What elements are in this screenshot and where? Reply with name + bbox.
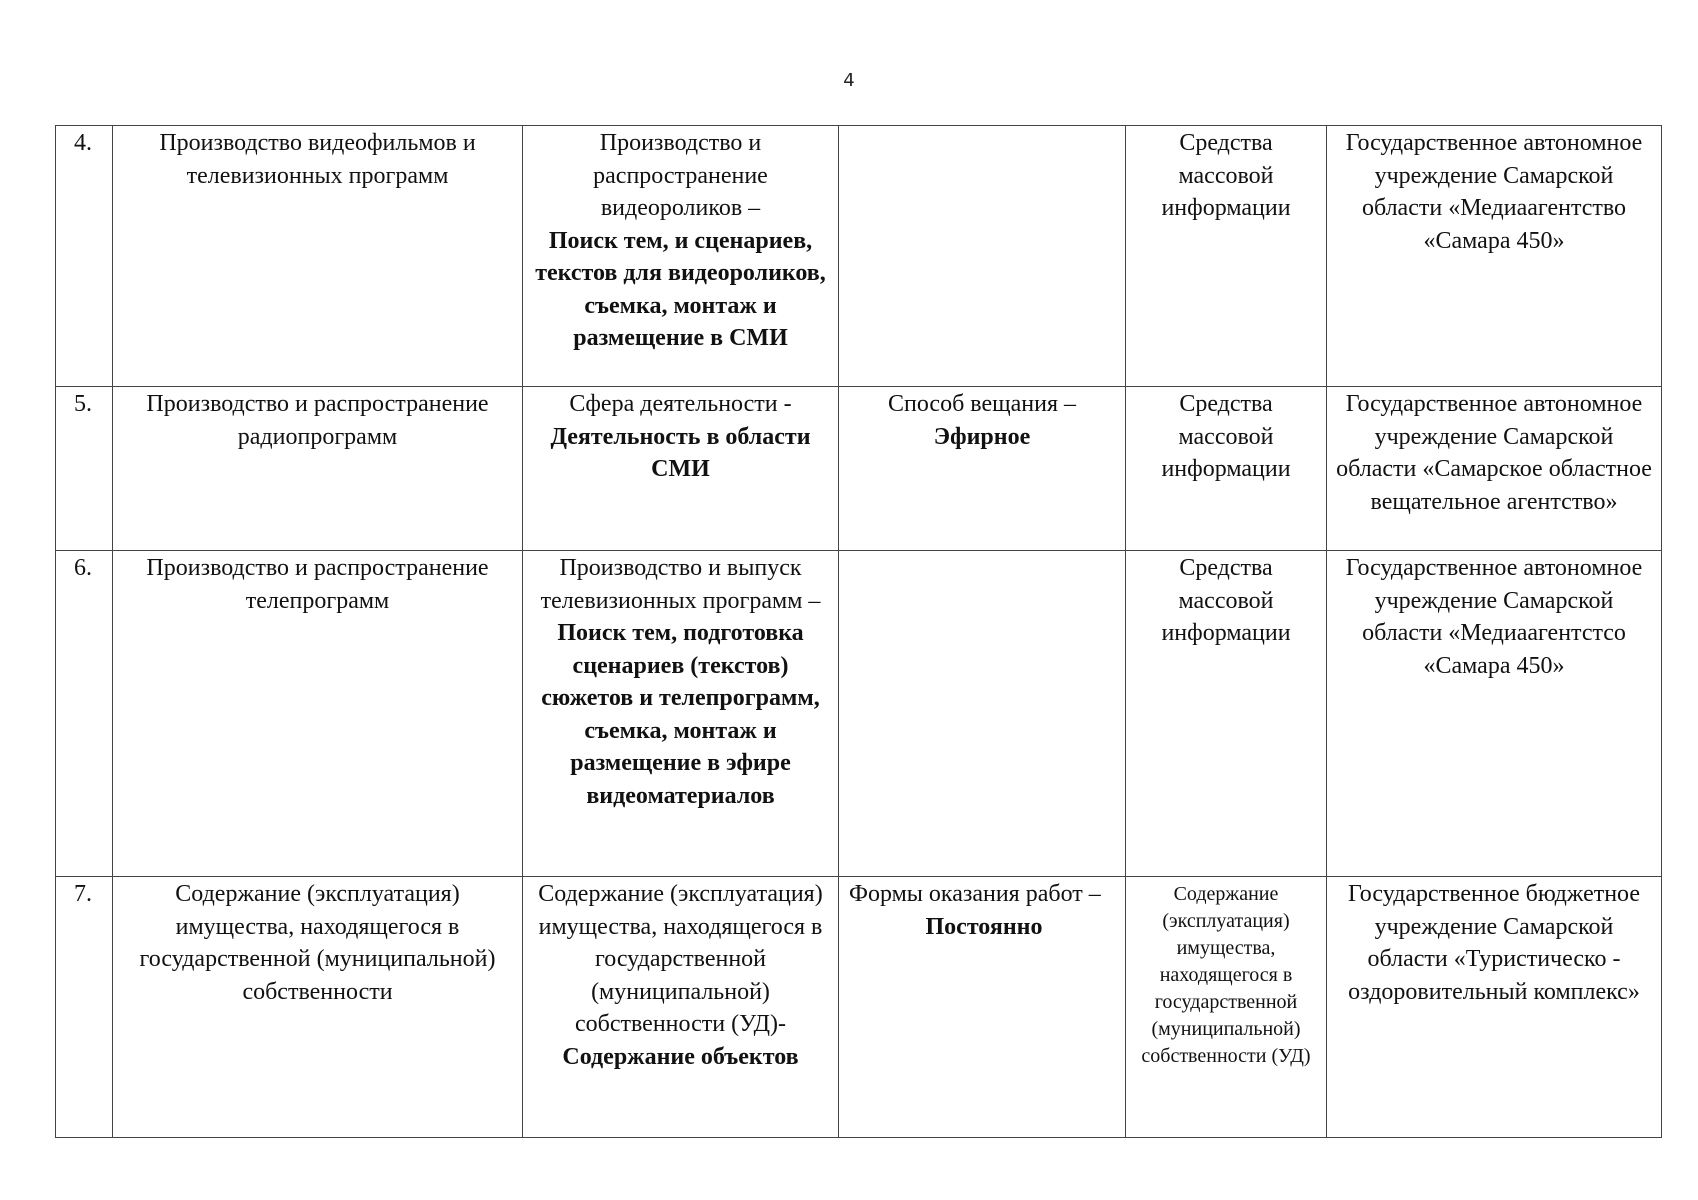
service-indicator <box>839 387 1126 551</box>
service-content-detail: Деятельность в области СМИ <box>550 423 811 482</box>
service-content <box>523 551 839 877</box>
service-content <box>523 387 839 551</box>
services-table <box>55 125 1662 1138</box>
service-content-detail: Содержание объектов <box>562 1043 799 1070</box>
service-institution: Государственное автономное учреждение Самарской области «Медиаагентство «Самара 450» <box>1327 126 1662 387</box>
service-content-label: Содержание (эксплуатация) имущества, находящегося в государственной (муниципальной) собственности (УД)- <box>538 881 823 1037</box>
row-number: 5. <box>56 387 113 551</box>
service-indicator <box>839 877 1126 1138</box>
service-name: Производство и распространение телепрограмм <box>113 551 523 877</box>
service-indicator-label: Формы оказания работ – <box>849 881 1101 907</box>
page-number: 4 <box>843 70 855 91</box>
row-number: 4. <box>56 126 113 387</box>
service-category: Средства массовой информации <box>1126 551 1327 877</box>
service-content <box>523 126 839 387</box>
service-institution: Государственное автономное учреждение Самарской области «Самарское областное вещательное агентство» <box>1327 387 1662 551</box>
service-institution: Государственное автономное учреждение Самарской области «Медиаагентстсо «Самара 450» <box>1327 551 1662 877</box>
service-indicator <box>839 551 1126 877</box>
service-content-detail: Поиск тем, подготовка сценариев (текстов) сюжетов и телепрограмм, съемка, монтаж и размещение в эфире видеоматериалов <box>541 620 820 809</box>
service-name: Производство и распространение радиопрограмм <box>113 387 523 551</box>
row-number: 6. <box>56 551 113 877</box>
service-institution: Государственное бюджетное учреждение Самарской области «Туристическо - оздоровительный комплекс» <box>1327 877 1662 1138</box>
service-name: Производство видеофильмов и телевизионных программ <box>113 126 523 387</box>
service-name: Содержание (эксплуатация) имущества, находящегося в государственной (муниципальной) собственности <box>113 877 523 1138</box>
service-category: Содержание (эксплуатация) имущества, находящегося в государственной (муниципальной) собственности (УД) <box>1126 877 1327 1138</box>
service-content-label: Сфера деятельности - <box>569 391 792 417</box>
service-content-label: Производство и распространение видеороликов – <box>593 130 768 221</box>
table-row <box>56 877 1662 1138</box>
service-indicator-label: Способ вещания – <box>887 391 1076 417</box>
service-indicator <box>839 126 1126 387</box>
table-row <box>56 126 1662 387</box>
service-indicator-value: Эфирное <box>933 423 1031 450</box>
service-content <box>523 877 839 1138</box>
service-category: Средства массовой информации <box>1126 387 1327 551</box>
table-row <box>56 387 1662 551</box>
service-content-detail: Поиск тем, и сценариев, текстов для видеороликов, съемка, монтаж и размещение в СМИ <box>535 227 826 351</box>
service-content-label: Производство и выпуск телевизионных программ – <box>540 555 821 614</box>
service-category: Средства массовой информации <box>1126 126 1327 387</box>
row-number: 7. <box>56 877 113 1138</box>
service-indicator-value: Постоянно <box>925 913 1043 940</box>
table-row <box>56 551 1662 877</box>
